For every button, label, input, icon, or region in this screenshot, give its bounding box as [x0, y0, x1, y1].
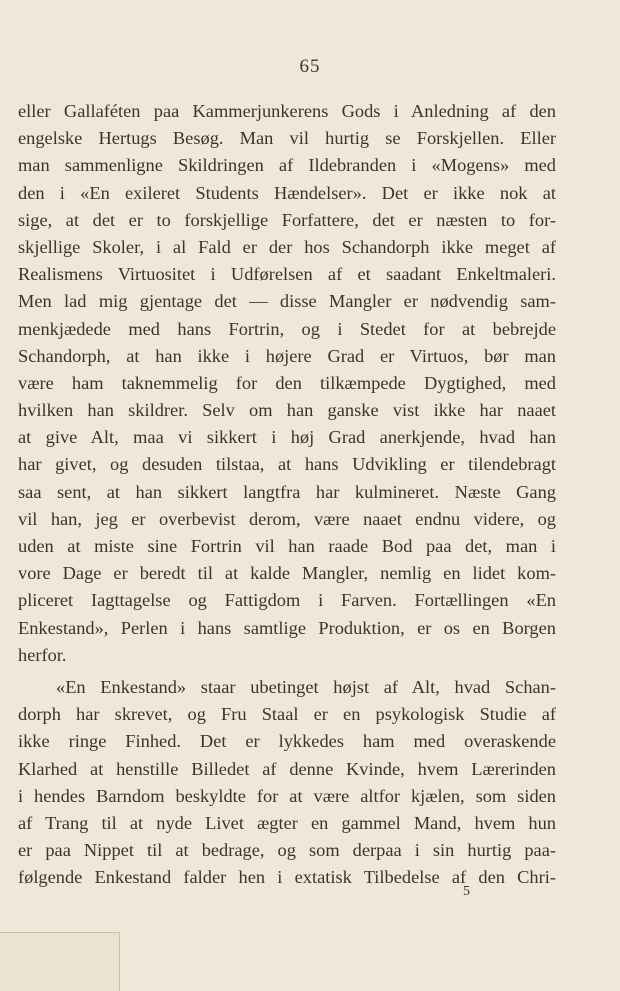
text-line: den i «En exileret Students Hændelser». Det er ikke nok at [18, 182, 556, 203]
text-line: skjellige Skoler, i al Fald er der hos Schandorph ikke meget af [18, 236, 556, 257]
text-line: følgende Enkestand falder hen i extatisk Tilbedelse af den Chri- [18, 867, 556, 888]
text-line: Klarhed at henstille Billedet af denne Kvinde, hvem Lærerinden [18, 758, 556, 779]
text-line: Schandorph, at han ikke i højere Grad er Virtuos, bør man [18, 345, 556, 366]
paragraph-1 [18, 98, 556, 669]
text-line: af Trang til at nyde Livet ægter en gammel Mand, hvem hun [18, 812, 556, 833]
text-line: menkjædede med hans Fortrin, og i Stedet for at bebrejde [18, 318, 556, 339]
text-line: «En Enkestand» staar ubetinget højst af Alt, hvad Schan- [56, 676, 556, 697]
text-line: herfor. [18, 644, 67, 665]
text-line: pliceret Iagttagelse og Fattigdom i Farven. Fortællingen «En [18, 590, 556, 611]
text-line: man sammenligne Skildringen af Ildebranden i «Mogens» med [18, 155, 556, 176]
corner-stamp [0, 932, 120, 991]
signature-mark: 5 [463, 884, 470, 899]
text-line: er paa Nippet til at bedrage, og som derpaa i sin hurtig paa- [18, 840, 556, 861]
text-line: i hendes Barndom beskyldte for at være altfor kjælen, som siden [18, 785, 556, 806]
text-line: vil han, jeg er overbevist derom, være naaet endnu videre, og [18, 508, 556, 529]
text-line: ikke ringe Finhed. Det er lykkedes ham med overaskende [18, 731, 556, 752]
text-line: Realismens Virtuositet i Udførelsen af et saadant Enkeltmaleri. [18, 264, 556, 285]
text-line: at give Alt, maa vi sikkert i høj Grad anerkjende, hvad han [18, 427, 556, 448]
text-line: engelske Hertugs Besøg. Man vil hurtig se Forskjellen. Eller [18, 128, 556, 149]
text-line: eller Gallaféten paa Kammerjunkerens Gods i Anledning af den [18, 101, 556, 121]
page-number: 65 [299, 56, 321, 77]
body-text [18, 98, 556, 891]
text-line: hvilken han skildrer. Selv om han ganske vist ikke har naaet [18, 400, 556, 421]
text-line: Men lad mig gjentage det — disse Mangler er nødvendig sam- [18, 291, 556, 312]
text-line: vore Dage er beredt til at kalde Mangler, nemlig en lidet kom- [18, 563, 556, 584]
text-line: har givet, og desuden tilstaa, at hans Udvikling er tilendebragt [18, 454, 556, 475]
text-line: Enkestand», Perlen i hans samtlige Produktion, er os en Borgen [18, 617, 556, 638]
text-line: saa sent, at han sikkert langtfra har kulmineret. Næste Gang [18, 481, 556, 502]
paragraph-2 [18, 674, 556, 892]
text-line: uden at miste sine Fortrin vil han raade Bod paa det, man i [18, 536, 556, 556]
text-line: dorph har skrevet, og Fru Staal er en psykologisk Studie af [18, 704, 556, 725]
text-line: sige, at det er to forskjellige Forfattere, det er næsten to for- [18, 209, 556, 230]
text-line: være ham taknemmelig for den tilkæmpede Dygtighed, med [18, 372, 556, 393]
